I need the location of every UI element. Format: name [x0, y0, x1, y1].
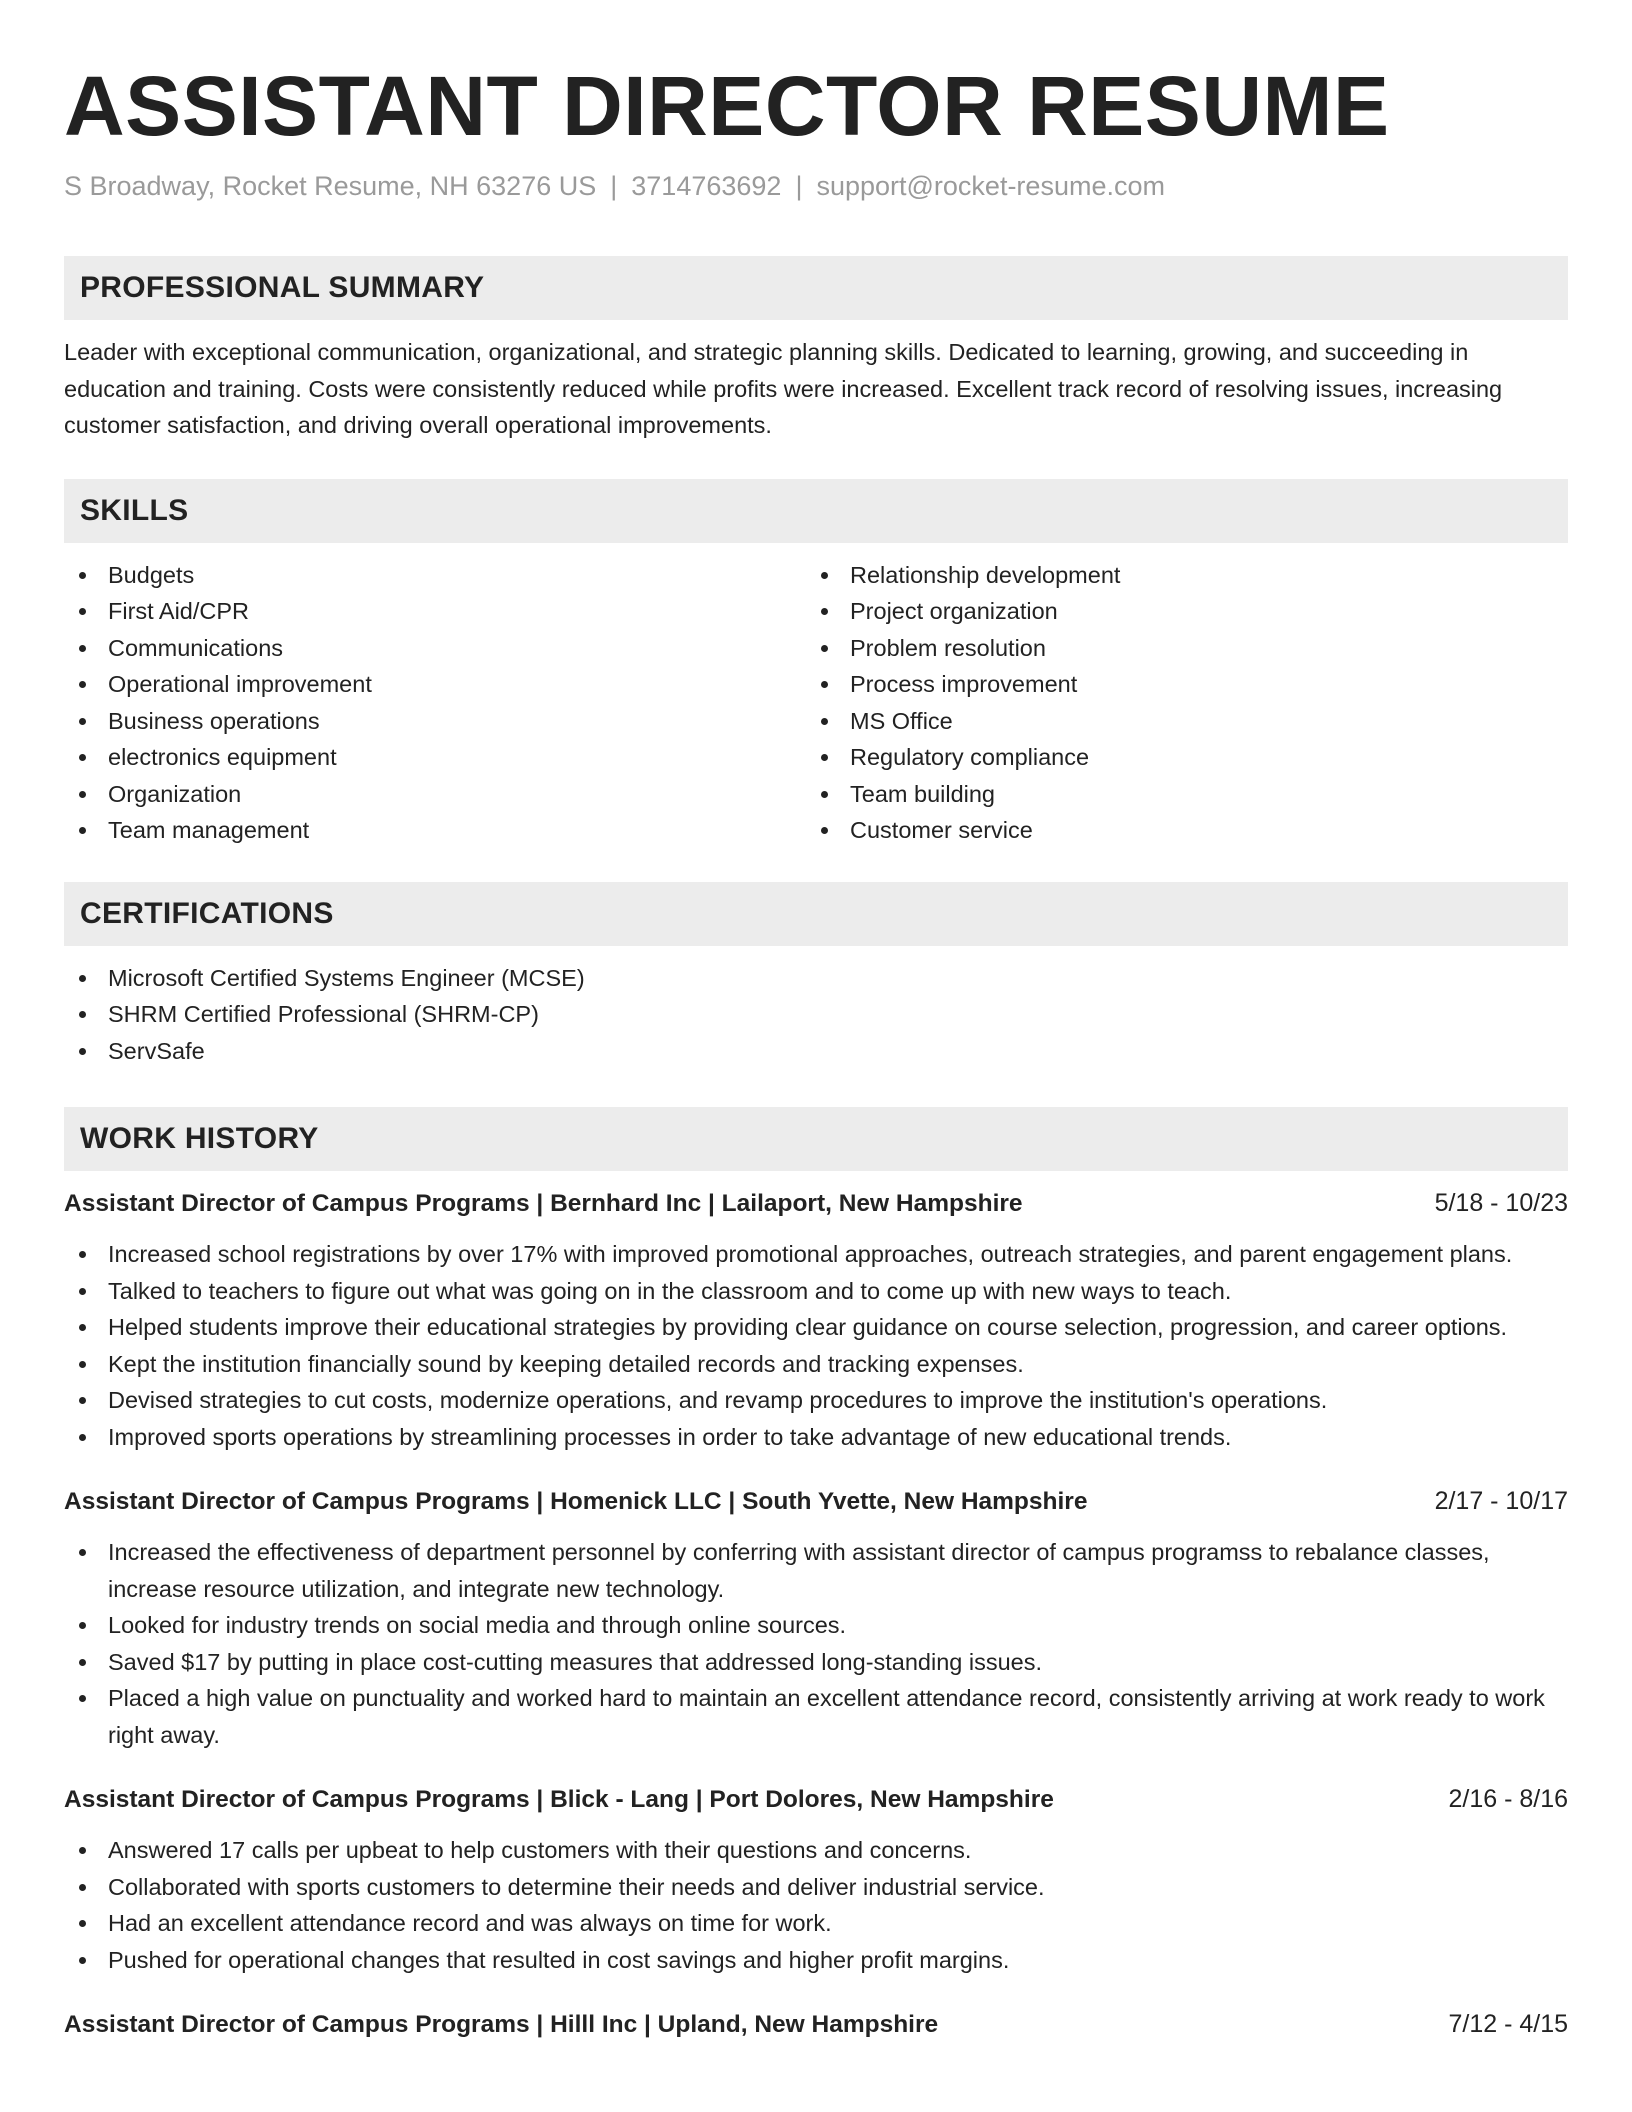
bullet-dot-icon — [79, 827, 86, 834]
skill-item — [806, 812, 1548, 849]
certification-item — [64, 960, 1568, 997]
job-bullet-text: Saved $17 by putting in place cost-cutting measures that addressed long-standing issues. — [108, 1648, 1043, 1675]
bullet-dot-icon — [79, 1549, 86, 1556]
skill-item — [64, 666, 806, 703]
bullet-dot-icon — [79, 1251, 86, 1258]
bullet-dot-icon — [79, 1324, 86, 1331]
job-bullet — [64, 1607, 1568, 1644]
skill-item-text: Budgets — [108, 561, 195, 588]
bullet-dot-icon — [79, 718, 86, 725]
contact-address: S Broadway, Rocket Resume, NH 63276 US — [64, 171, 597, 201]
job-bullet — [64, 1644, 1568, 1681]
job-dates: 7/12 - 4/15 — [1448, 2010, 1568, 2038]
certification-item-text: Microsoft Certified Systems Engineer (MCSE) — [108, 964, 585, 991]
bullet-dot-icon — [79, 1288, 86, 1295]
job-bullet — [64, 1942, 1568, 1979]
bullet-dot-icon — [79, 1884, 86, 1891]
section-header-work-history: WORK HISTORY — [64, 1107, 1568, 1171]
job-bullet-text: Increased the effectiveness of department personnel by conferring with assistant director of campus programss to rebalance classes, increase resource utilization, and integrate new technology. — [108, 1539, 1490, 1602]
certification-item-text: ServSafe — [108, 1037, 205, 1064]
job-dates: 2/17 - 10/17 — [1434, 1487, 1568, 1515]
bullet-dot-icon — [79, 1847, 86, 1854]
job-bullet — [64, 1236, 1568, 1273]
skill-item — [64, 703, 806, 740]
skill-item — [806, 739, 1548, 776]
job-bullets — [64, 1534, 1568, 1753]
job-bullet — [64, 1680, 1568, 1753]
job-bullet-text: Collaborated with sports customers to determine their needs and deliver industrial service. — [108, 1873, 1045, 1900]
job-dates: 2/16 - 8/16 — [1448, 1785, 1568, 1813]
skills-right-column — [806, 557, 1548, 849]
skill-item — [806, 666, 1548, 703]
job-bullet-text: Talked to teachers to figure out what was going on in the classroom and to come up with new ways to teach. — [108, 1277, 1232, 1304]
certification-item — [64, 1033, 1568, 1070]
contact-separator: | — [610, 171, 618, 201]
skill-item-text: Business operations — [108, 707, 320, 734]
job-bullet — [64, 1346, 1568, 1383]
bullet-dot-icon — [79, 1957, 86, 1964]
job-title: Assistant Director of Campus Programs | Homenick LLC | South Yvette, New Hampshire — [64, 1488, 1088, 1515]
bullet-dot-icon — [821, 791, 828, 798]
job-bullet-text: Increased school registrations by over 17% with improved promotional approaches, outreach strategies, and parent engagement plans. — [108, 1241, 1513, 1267]
job-bullet-text: Devised strategies to cut costs, modernize operations, and revamp procedures to improve the institution's operations. — [108, 1387, 1328, 1413]
skill-item-text: MS Office — [850, 707, 953, 734]
job-entry — [64, 1185, 1568, 1455]
skill-item — [64, 739, 806, 776]
skill-item — [806, 557, 1548, 594]
job-bullets — [64, 1832, 1568, 1978]
job-bullet-text: Placed a high value on punctuality and worked hard to maintain an excellent attendance record, consistently arriving at work ready to work right away. — [108, 1685, 1545, 1748]
skill-item — [64, 630, 806, 667]
job-bullet-text: Looked for industry trends on social media and through online sources. — [108, 1612, 847, 1638]
skill-item-text: Problem resolution — [850, 634, 1046, 661]
bullet-dot-icon — [79, 754, 86, 761]
job-bullet — [64, 1419, 1568, 1456]
job-bullet-text: Helped students improve their educational strategies by providing clear guidance on course selection, progression, and career options. — [108, 1314, 1508, 1340]
bullet-dot-icon — [79, 975, 86, 982]
skill-item-text: Team building — [850, 780, 996, 807]
bullet-dot-icon — [79, 1920, 86, 1927]
job-heading — [64, 1185, 1568, 1222]
resume-title: ASSISTANT DIRECTOR RESUME — [64, 59, 1390, 153]
job-bullets — [64, 1236, 1568, 1455]
bullet-dot-icon — [79, 1397, 86, 1404]
bullet-dot-icon — [821, 572, 828, 579]
job-heading — [64, 1483, 1568, 1520]
bullet-dot-icon — [79, 1659, 86, 1666]
skill-item-text: First Aid/CPR — [108, 598, 250, 624]
bullet-dot-icon — [821, 718, 828, 725]
skill-item-text: Relationship development — [850, 561, 1121, 588]
section-header-summary: PROFESSIONAL SUMMARY — [64, 256, 1568, 320]
skill-item-text: Process improvement — [850, 671, 1078, 697]
section-header-certifications: CERTIFICATIONS — [64, 882, 1568, 946]
skill-item-text: Regulatory compliance — [850, 744, 1090, 770]
job-bullet — [64, 1534, 1568, 1607]
contact-separator: | — [795, 171, 803, 201]
bullet-dot-icon — [79, 791, 86, 798]
job-bullet — [64, 1832, 1568, 1869]
resume-page — [64, 0, 1568, 2057]
job-entry — [64, 2006, 1568, 2043]
bullet-dot-icon — [79, 645, 86, 652]
job-entry — [64, 1483, 1568, 1753]
job-bullet — [64, 1869, 1568, 1906]
job-heading — [64, 1781, 1568, 1818]
bullet-dot-icon — [821, 754, 828, 761]
skill-item — [64, 776, 806, 813]
job-bullet-text: Had an excellent attendance record and was always on time for work. — [108, 1910, 832, 1936]
job-bullet — [64, 1905, 1568, 1942]
bullet-dot-icon — [79, 572, 86, 579]
job-bullet-text: Answered 17 calls per upbeat to help customers with their questions and concerns. — [108, 1837, 972, 1863]
bullet-dot-icon — [821, 645, 828, 652]
job-dates: 5/18 - 10/23 — [1434, 1189, 1568, 1217]
skill-item-text: electronics equipment — [108, 744, 337, 770]
skill-item-text: Organization — [108, 780, 242, 807]
skill-item — [806, 630, 1548, 667]
certification-item — [64, 996, 1568, 1033]
job-title: Assistant Director of Campus Programs | Blick - Lang | Port Dolores, New Hampshire — [64, 1786, 1054, 1813]
bullet-dot-icon — [821, 827, 828, 834]
bullet-dot-icon — [821, 681, 828, 688]
job-bullet-text: Improved sports operations by streamlining processes in order to take advantage of new educational trends. — [108, 1423, 1232, 1450]
bullet-dot-icon — [79, 1434, 86, 1441]
job-bullet-text: Pushed for operational changes that resulted in cost savings and higher profit margins. — [108, 1946, 1010, 1973]
contact-line — [64, 168, 1568, 204]
bullet-dot-icon — [79, 1361, 86, 1368]
skills-left-column — [64, 557, 806, 849]
job-heading — [64, 2006, 1568, 2043]
bullet-dot-icon — [79, 1622, 86, 1629]
skill-item — [64, 593, 806, 630]
skill-item — [806, 776, 1548, 813]
skill-item-text: Communications — [108, 634, 284, 661]
job-bullet — [64, 1309, 1568, 1346]
skills-grid — [64, 557, 1568, 849]
job-bullet — [64, 1273, 1568, 1310]
job-entry — [64, 1781, 1568, 1978]
contact-phone: 3714763692 — [631, 171, 782, 201]
bullet-dot-icon — [79, 1695, 86, 1702]
contact-email: support@rocket-resume.com — [816, 171, 1165, 201]
skill-item — [806, 703, 1548, 740]
certifications-list — [64, 960, 1568, 1070]
bullet-dot-icon — [79, 681, 86, 688]
skill-item-text: Customer service — [850, 817, 1033, 843]
job-title: Assistant Director of Campus Programs | Hilll Inc | Upland, New Hampshire — [64, 2011, 939, 2038]
job-title: Assistant Director of Campus Programs | Bernhard Inc | Lailaport, New Hampshire — [64, 1190, 1023, 1217]
skill-item — [64, 812, 806, 849]
bullet-dot-icon — [79, 608, 86, 615]
certification-item-text: SHRM Certified Professional (SHRM-CP) — [108, 1001, 539, 1027]
section-header-skills: SKILLS — [64, 479, 1568, 543]
bullet-dot-icon — [821, 608, 828, 615]
skill-item — [64, 557, 806, 594]
job-bullet-text: Kept the institution financially sound by keeping detailed records and tracking expenses. — [108, 1350, 1024, 1377]
skill-item-text: Project organization — [850, 598, 1058, 624]
skill-item — [806, 593, 1548, 630]
job-bullet — [64, 1382, 1568, 1419]
skill-item-text: Operational improvement — [108, 671, 372, 697]
skill-item-text: Team management — [108, 817, 310, 843]
bullet-dot-icon — [79, 1048, 86, 1055]
bullet-dot-icon — [79, 1011, 86, 1018]
summary-text: Leader with exceptional communication, organizational, and strategic planning skills. Dedicated to learning, growing, and succeeding in education and training. Costs were consistently reduced while profits were increased. Excellent track record of resolving issues, increasing customer satisfaction, and driving overall operational improvements. — [64, 339, 1503, 438]
